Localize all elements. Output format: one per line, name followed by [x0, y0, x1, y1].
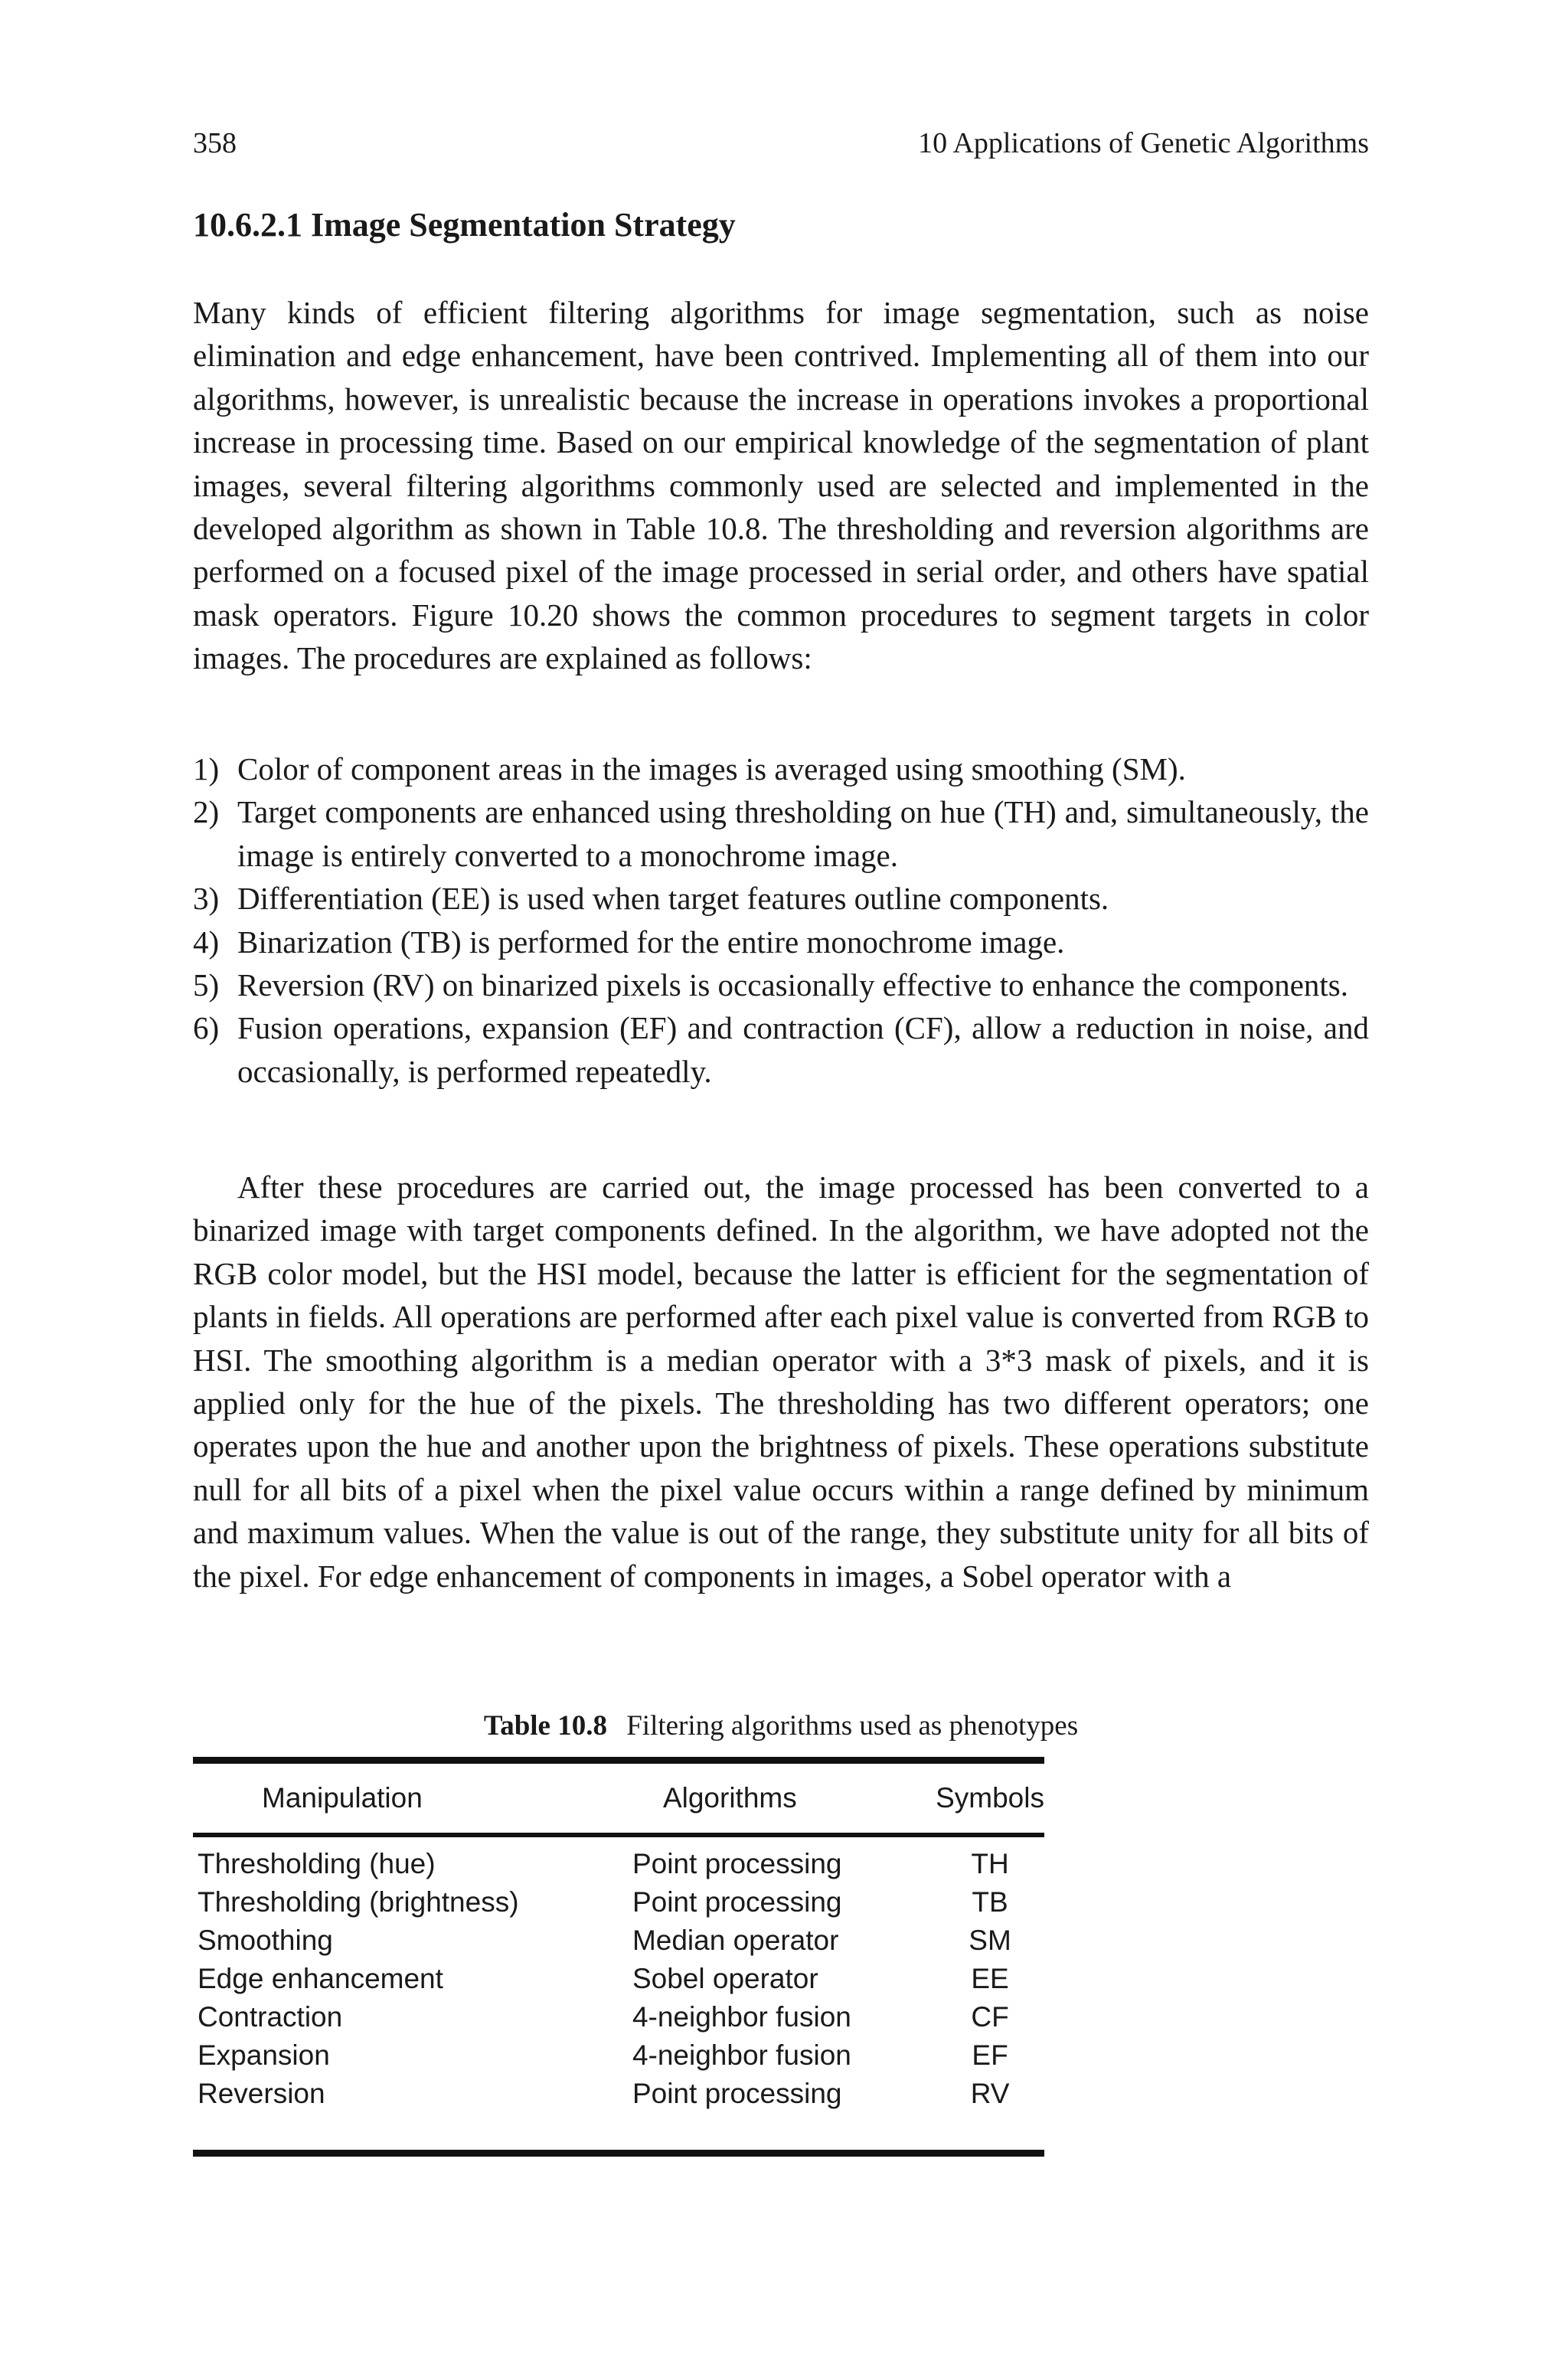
list-item-text: Target components are enhanced using thresholding on hue (TH) and, simultaneously, the image is entirely converted to a monochrome image. [237, 794, 1369, 873]
list-item-number: 5) [193, 967, 220, 1003]
list-item-number: 1) [193, 751, 220, 787]
cell-symbol: TH [971, 1848, 1009, 1879]
cell-symbol: EE [971, 1963, 1009, 1994]
list-item [193, 877, 1369, 920]
list-item [193, 1006, 1369, 1093]
table-row [193, 1960, 1044, 1998]
section-heading: 10.6.2.1 Image Segmentation Strategy [193, 206, 736, 244]
cell-symbol: SM [969, 1925, 1011, 1956]
cell-algorithm: Point processing [632, 2078, 842, 2109]
cell-symbol: RV [970, 2078, 1010, 2109]
chapter-title: 10 Applications of Genetic Algorithms [918, 127, 1369, 159]
list-item-text: Binarization (TB) is performed for the entire monochrome image. [237, 924, 1065, 960]
table-header-row [193, 1764, 1044, 1835]
page [193, 0, 1369, 2368]
column-header-algorithms: Algorithms [632, 1764, 936, 1835]
list-item-text: Color of component areas in the images is averaged using smoothing (SM). [237, 751, 1186, 787]
filtering-algorithms-table [193, 1757, 1044, 2157]
table-caption-label: Table 10.8 [483, 1710, 607, 1742]
cell-symbol: EF [972, 2039, 1008, 2071]
table-row [193, 1922, 1044, 1960]
running-head [193, 126, 1369, 165]
cell-algorithm: Sobel operator [632, 1963, 818, 1994]
cell-manipulation: Expansion [198, 2039, 330, 2071]
cell-manipulation: Edge enhancement [198, 1963, 443, 1994]
table-row [193, 1835, 1044, 1883]
cell-symbol: CF [971, 2001, 1009, 2033]
list-item-number: 3) [193, 881, 220, 917]
table-row [193, 2036, 1044, 2075]
cell-manipulation: Contraction [198, 2001, 343, 2033]
cell-manipulation: Thresholding (brightness) [198, 1886, 519, 1918]
procedure-list [193, 747, 1369, 1093]
list-item-text: Reversion (RV) on binarized pixels is occasionally effective to enhance the components. [237, 967, 1348, 1003]
list-item [193, 963, 1369, 1006]
list-item-number: 6) [193, 1010, 220, 1046]
cell-manipulation: Smoothing [198, 1925, 333, 1956]
intro-paragraph: Many kinds of efficient filtering algorithms for image segmentation, such as noise elimination and edge enhancement, have been contrived. Implementing all of them into our algorithms, however, is unrealistic because the increase in operations invokes a proportional increase in processing time. Based on our empirical knowledge of the segmentation of plant images, several filtering algorithms commonly used are selected and implemented in the developed algorithm as shown in Table 10.8. The thresholding and reversion algorithms are performed on a focused pixel of the image processed in serial order, and others have spatial mask operators. Figure 10.20 shows the common procedures to segment targets in color images. The procedures are explained as follows: [193, 295, 1369, 676]
list-item [193, 747, 1369, 790]
table-caption [193, 1709, 1369, 1742]
column-header-manipulation: Manipulation [193, 1764, 632, 1835]
cell-algorithm: Point processing [632, 1848, 842, 1879]
cell-algorithm: Point processing [632, 1886, 842, 1918]
list-item [193, 921, 1369, 963]
list-item-number: 4) [193, 924, 220, 960]
after-paragraph: After these procedures are carried out, the image processed has been converted to a binarized image with target components defined. In the algorithm, we have adopted not the RGB color model, but the HSI model, because the latter is efficient for the segmentation of plants in fields. All operations are performed after each pixel value is converted from RGB to HSI. The smoothing algorithm is a median operator with a 3*3 mask of pixels, and it is applied only for the hue of the pixels. The thresholding has two different operators; one operates upon the hue and another upon the brightness of pixels. These operations substitute null for all bits of a pixel when the pixel value occurs within a range defined by minimum and maximum values. When the value is out of the range, they substitute unity for all bits of the pixel. For edge enhancement of components in images, a Sobel operator with a [193, 1169, 1369, 1594]
list-item-text: Differentiation (EE) is used when target features outline components. [237, 881, 1109, 917]
table-row [193, 1998, 1044, 2036]
list-item [193, 790, 1369, 877]
cell-algorithm: 4-neighbor fusion [632, 2001, 851, 2033]
cell-manipulation: Reversion [198, 2078, 325, 2109]
table-caption-text: Filtering algorithms used as phenotypes [626, 1710, 1079, 1742]
cell-algorithm: Median operator [632, 1925, 839, 1956]
column-header-symbols: Symbols [936, 1764, 1044, 1835]
list-item-number: 2) [193, 794, 220, 830]
list-item-text: Fusion operations, expansion (EF) and contraction (CF), allow a reduction in noise, and occasionally, is performed repeatedly. [237, 1010, 1369, 1089]
page-number: 358 [193, 127, 237, 159]
cell-symbol: TB [972, 1886, 1008, 1918]
cell-manipulation: Thresholding (hue) [198, 1848, 436, 1879]
cell-algorithm: 4-neighbor fusion [632, 2039, 851, 2071]
table-row [193, 1883, 1044, 1922]
table-row [193, 2075, 1044, 2150]
